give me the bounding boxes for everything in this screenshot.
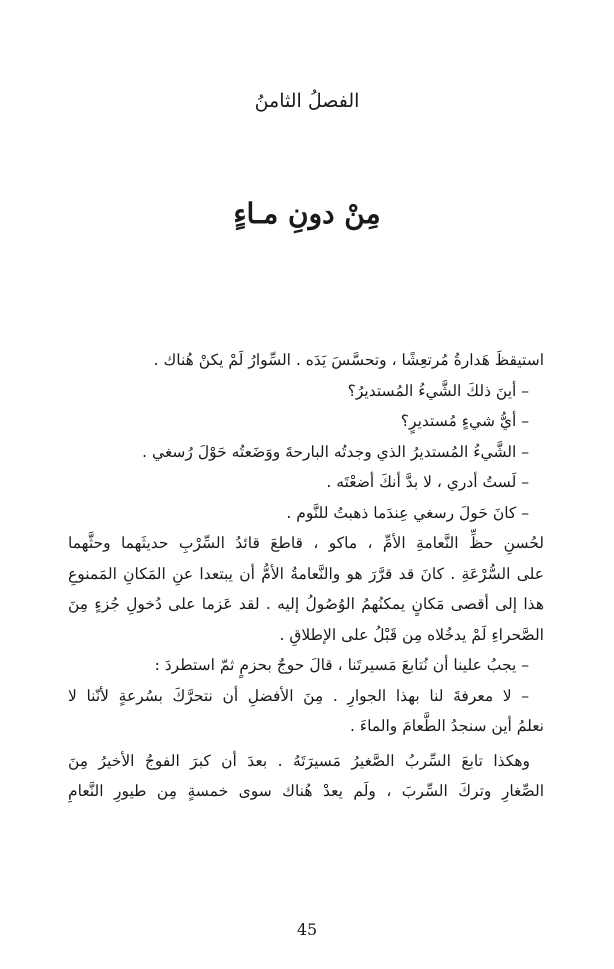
paragraph-line: وهكذا تابعَ السِّربُ الصَّغيرُ مَسيرَتَهُ . بعدَ أن كبرَ الفوجُ الأخيرُ مِنَ bbox=[68, 751, 530, 770]
chapter-label: الفصلُ الثامنُ bbox=[254, 90, 360, 112]
dialogue-line: – يجبُ علينا أن نُتابعَ مَسيرتَنا ، قالَ حوجٌ بحزمٍ ثمّ استطردَ : bbox=[154, 656, 529, 674]
chapter-title: مِنْ دونِ مـاءٍ bbox=[233, 197, 381, 230]
paragraph-line: لحُسنِ حظِّ النَّعامةِ الأمِّ ، ماكو ، قاطعَ قائدُ السِّرْبِ حديثَهما وحثَّهما bbox=[68, 534, 544, 552]
paragraph-line: نعلمُ أين سنجدُ الطَّعامَ والماءَ . bbox=[349, 717, 544, 735]
paragraph-line: هذا إلى أقصى مَكانٍ يمكنُهمُ الوُصُولُ إليه . لقد عَزما على دُخولِ جُزءٍ مِنَ bbox=[68, 595, 544, 613]
page-number: 45 bbox=[296, 920, 318, 939]
dialogue-line: – أينَ ذلكَ الشَّيءُ المُستديرُ؟ bbox=[347, 381, 529, 400]
dialogue-line: – أيُّ شيءٍ مُستديرٍ؟ bbox=[400, 412, 529, 430]
paragraph-line: الصَّحراءِ لَمْ يدخُلاه مِن قَبْلُ على الإطلاقِ . bbox=[279, 625, 544, 644]
dialogue-line: – لا معرفةَ لنا بهذا الجوارِ . مِنَ الأفضلِ أن نتحرَّكَ بسُرعةٍ لأنّنا لا bbox=[68, 686, 529, 705]
body-text bbox=[68, 345, 544, 807]
dialogue-line: – كانَ حَولَ رسغي عِندَما ذهبتُ للنَّوم . bbox=[286, 503, 529, 522]
paragraph-line: استيقظَ هَدارةُ مُرتعِشًا ، وتحسَّسَ يَدَه . السِّوارُ لَمْ يكنْ هُناك . bbox=[153, 351, 544, 369]
dialogue-line: – الشَّيءُ المُستديرُ الذي وجدتُه البارحةَ ووَضَعتُه حَوْلَ رُسغي . bbox=[142, 442, 529, 461]
paragraph-line: على السُّرْعَةِ . كانَ قد قرَّرَ هو والنَّعامةُ الأمُّ أن يبتعدا عنِ المَكانِ المَمنوعِ bbox=[68, 564, 544, 583]
dialogue-line: – لَستُ أدري ، لا بدَّ أنكَ أضعْتَه . bbox=[326, 473, 529, 491]
paragraph-line: الصِّغارِ وتركَ السِّربَ ، ولَم يعدْ هُناك سوى خمسةٍ مِن طيورِ النَّعامِ bbox=[68, 782, 544, 800]
